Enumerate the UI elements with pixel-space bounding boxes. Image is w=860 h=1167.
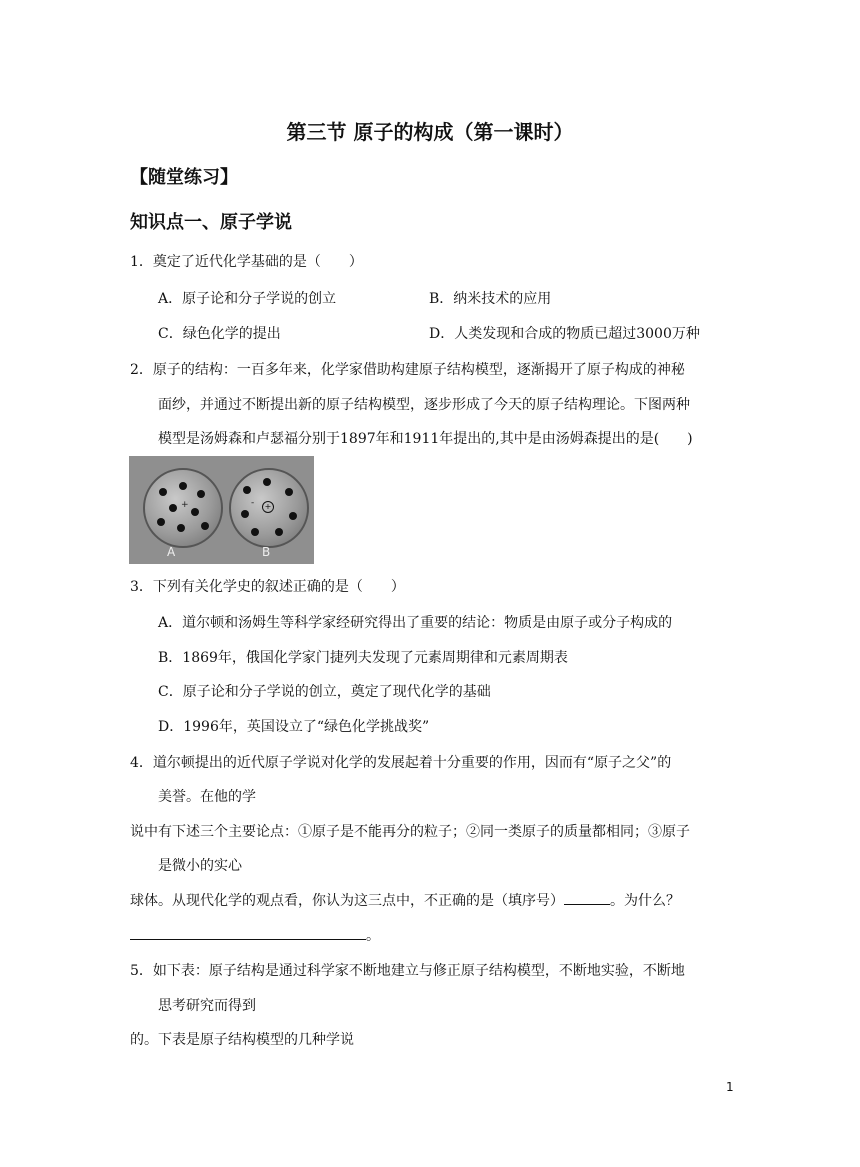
question-4-line-4: 是微小的实心 — [158, 858, 242, 874]
electron-dot — [197, 490, 205, 498]
question-3-stem: 3．下列有关化学史的叙述正确的是（ ） — [130, 579, 405, 595]
question-3-option-d: D．1996年，英国设立了“绿色化学挑战奖” — [158, 719, 430, 735]
electron-dot — [179, 482, 187, 490]
figure-label-b: B — [262, 545, 271, 559]
section-heading: 【随堂练习】 — [130, 167, 238, 188]
question-3-option-a: A．道尔顿和汤姆生等科学家经研究得出了重要的结论：物质是由原子或分子构成的 — [158, 615, 673, 631]
question-1-option-a: A．原子论和分子学说的创立 — [158, 291, 337, 307]
electron-dot — [243, 486, 251, 494]
question-2-line-1: 2．原子的结构：一百多年来，化学家借助构建原子结构模型，逐渐揭开了原子构成的神秘 — [130, 362, 685, 378]
question-1-option-d: D．人类发现和合成的物质已超过3000万种 — [429, 326, 700, 342]
electron-dot — [169, 504, 177, 512]
rutherford-model-atom — [229, 468, 309, 548]
question-2-line-3: 模型是汤姆森和卢瑟福分别于1897年和1911年提出的,其中是由汤姆森提出的是( ) — [158, 431, 693, 447]
electron-dot — [191, 508, 199, 516]
electron-dot — [159, 488, 167, 496]
electron-dot — [251, 528, 259, 536]
question-5-line-2: 思考研究而得到 — [158, 998, 256, 1014]
question-4-line-3: 说中有下述三个主要论点：①原子是不能再分的粒子；②同一类原子的质量都相同；③原子 — [130, 824, 690, 840]
answer-blank-1[interactable] — [564, 891, 610, 905]
question-2-line-2: 面纱，并通过不断提出新的原子结构模型，逐步形成了今天的原子结构理论。下图两种 — [158, 397, 690, 413]
question-3-option-c: C．原子论和分子学说的创立，奠定了现代化学的基础 — [158, 684, 491, 700]
question-3-option-b: B．1869年，俄国化学家门捷列夫发现了元素周期律和元素周期表 — [158, 650, 568, 666]
knowledge-point-heading: 知识点一、原子学说 — [130, 212, 292, 233]
positive-charge-symbol: + — [181, 500, 189, 510]
question-4-line-2: 美誉。在他的学 — [158, 789, 256, 805]
thomson-model-atom — [143, 468, 223, 548]
page-number: 1 — [726, 1080, 734, 1094]
question-1-stem: 1．奠定了近代化学基础的是（ ） — [130, 254, 363, 270]
electron-dot — [263, 478, 271, 486]
electron-dot — [201, 522, 209, 530]
question-4-line-5-text: 球体。从现代化学的观点看，你认为这三点中，不正确的是（填序号） — [130, 893, 564, 909]
atom-models-figure — [129, 456, 314, 564]
question-1-option-b: B．纳米技术的应用 — [429, 291, 552, 307]
question-4-line-5 — [130, 890, 680, 910]
electron-dot — [275, 528, 283, 536]
nucleus-symbol: + — [262, 501, 274, 513]
electron-dot — [241, 510, 249, 518]
question-4-line-6 — [130, 925, 380, 945]
question-5-line-1: 5．如下表：原子结构是通过科学家不断地建立与修正原子结构模型，不断地实验，不断地 — [130, 963, 685, 979]
question-4-line-6-end: 。 — [366, 928, 380, 944]
question-1-option-c: C．绿色化学的提出 — [158, 326, 281, 342]
page-title: 第三节 原子的构成（第一课时） — [286, 120, 574, 144]
answer-blank-2[interactable] — [130, 926, 366, 940]
electron-dot — [289, 512, 297, 520]
electron-dot — [177, 524, 185, 532]
question-4-line-5-why: 。为什么？ — [610, 893, 680, 909]
question-4-line-1: 4．道尔顿提出的近代原子学说对化学的发展起着十分重要的作用，因而有“原子之父”的 — [130, 755, 672, 771]
figure-label-a: A — [167, 545, 176, 559]
negative-charge-symbol: - — [251, 498, 255, 508]
electron-dot — [285, 488, 293, 496]
question-5-line-3: 的。下表是原子结构模型的几种学说 — [130, 1032, 354, 1048]
electron-dot — [157, 518, 165, 526]
